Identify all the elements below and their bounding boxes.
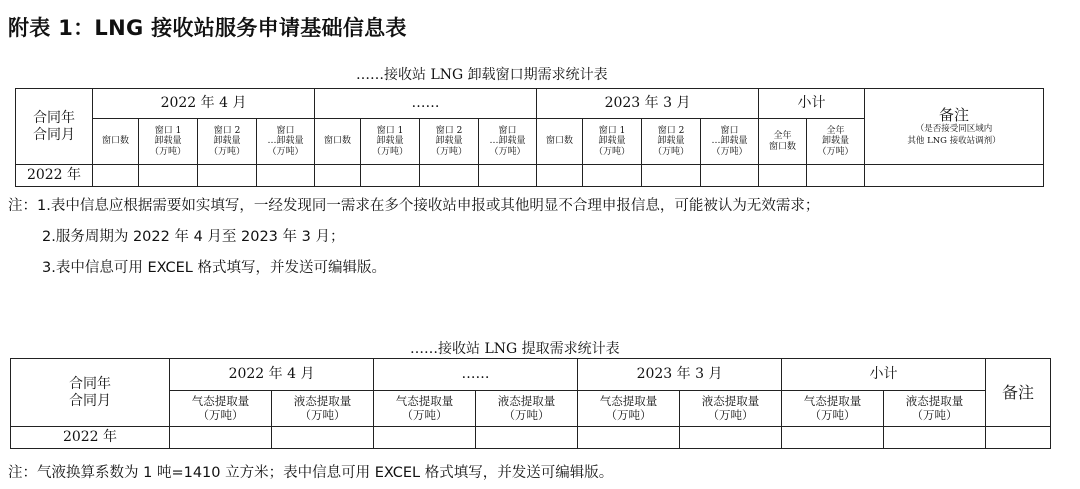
page-title: 附表 1：LNG 接收站服务申请基础信息表 [8,16,407,40]
period-header-cell: …… [374,359,578,391]
period-header-cell: 2022 年 4 月 [170,359,374,391]
table2-caption: ……接收站 LNG 提取需求统计表 [410,341,620,357]
subtotal-header-cell: 小计 [782,359,986,391]
subtotal-sub-header-cell: 全年 卸载量 （万吨） [807,119,865,165]
note1-line1: 注：1.表中信息应根据需要如实填写，一经发现同一需求在多个接收站申报或其他明显不合理申报信息，可能被认为无效需求； [8,198,820,214]
extraction-table [10,358,1051,449]
data-cell[interactable] [257,165,315,187]
sub-header-cell: 窗口 1 卸载量 （万吨） [583,119,642,165]
row-label-cell: 2022 年 [11,427,170,449]
data-cell[interactable] [865,165,1044,187]
note1-line3: 3.表中信息可用 EXCEL 格式填写，并发送可编辑版。 [42,260,386,276]
remark-header-cell [865,89,1044,165]
data-cell[interactable] [93,165,139,187]
data-cell[interactable] [315,165,361,187]
period-header-cell: 2023 年 3 月 [578,359,782,391]
sub-header-cell: 窗口 …卸载量 （万吨） [701,119,759,165]
data-cell[interactable] [578,427,680,449]
row-header-cell [16,89,93,165]
row-header-line1: 合同年 [69,375,111,392]
sub-header-cell: 液态提取量 （万吨） [476,391,578,427]
data-cell[interactable] [759,165,807,187]
sub-header-cell: 气态提取量 （万吨） [170,391,272,427]
sub-header-cell: 窗口 1 卸载量 （万吨） [361,119,420,165]
data-cell[interactable] [537,165,583,187]
row-header-line2: 合同月 [33,126,75,143]
row-header-line2: 合同月 [69,392,111,409]
sub-header-cell: 窗口 …卸载量 （万吨） [257,119,315,165]
sub-header-cell: 窗口数 [537,119,583,165]
data-cell[interactable] [374,427,476,449]
data-cell[interactable] [884,427,986,449]
sub-header-cell: 窗口 2 卸载量 （万吨） [420,119,479,165]
data-cell[interactable] [807,165,865,187]
sub-header-cell: 气态提取量 （万吨） [578,391,680,427]
sub-header-cell: 窗口 2 卸载量 （万吨） [198,119,257,165]
data-cell[interactable] [272,427,374,449]
data-cell[interactable] [642,165,701,187]
sub-header-cell: 液态提取量 （万吨） [680,391,782,427]
data-cell[interactable] [420,165,479,187]
sub-header-cell: 窗口 …卸载量 （万吨） [479,119,537,165]
sub-header-cell: 液态提取量 （万吨） [884,391,986,427]
table1-caption: ……接收站 LNG 卸载窗口期需求统计表 [356,67,608,83]
period-header-cell: 2023 年 3 月 [537,89,759,119]
sub-header-cell: 窗口 1 卸载量 （万吨） [139,119,198,165]
data-cell[interactable] [198,165,257,187]
period-header-cell: 2022 年 4 月 [93,89,315,119]
sub-header-cell: 窗口数 [315,119,361,165]
row-header-cell [11,359,170,427]
row-header-line1: 合同年 [33,109,75,126]
note2: 注：气液换算系数为 1 吨=1410 立方米；表中信息可用 EXCEL 格式填写，并发送可编辑版。 [8,465,614,481]
data-cell[interactable] [361,165,420,187]
data-cell[interactable] [680,427,782,449]
sub-header-cell: 窗口数 [93,119,139,165]
sub-header-cell: 气态提取量 （万吨） [782,391,884,427]
remark-header-cell: 备注 [986,359,1051,427]
sub-header-cell: 气态提取量 （万吨） [374,391,476,427]
subtotal-sub-header-cell: 全年 窗口数 [759,119,807,165]
data-cell[interactable] [479,165,537,187]
remark-header: 备注 [939,106,970,125]
data-cell[interactable] [701,165,759,187]
period-header-cell: …… [315,89,537,119]
remark-sub-line1: （是否接受同区域内 [915,124,993,135]
sub-header-cell: 液态提取量 （万吨） [272,391,374,427]
data-cell[interactable] [583,165,642,187]
data-cell[interactable] [476,427,578,449]
data-cell[interactable] [986,427,1051,449]
subtotal-header-cell: 小计 [759,89,865,119]
data-cell[interactable] [139,165,198,187]
row-label-cell: 2022 年 [16,165,93,187]
data-cell[interactable] [170,427,272,449]
remark-sub-line2: 其他 LNG 接收站调剂） [907,135,1001,146]
data-cell[interactable] [782,427,884,449]
note1-line2: 2.服务周期为 2022 年 4 月至 2023 年 3 月； [42,229,345,245]
unloading-window-table [15,88,1044,187]
sub-header-cell: 窗口 2 卸载量 （万吨） [642,119,701,165]
